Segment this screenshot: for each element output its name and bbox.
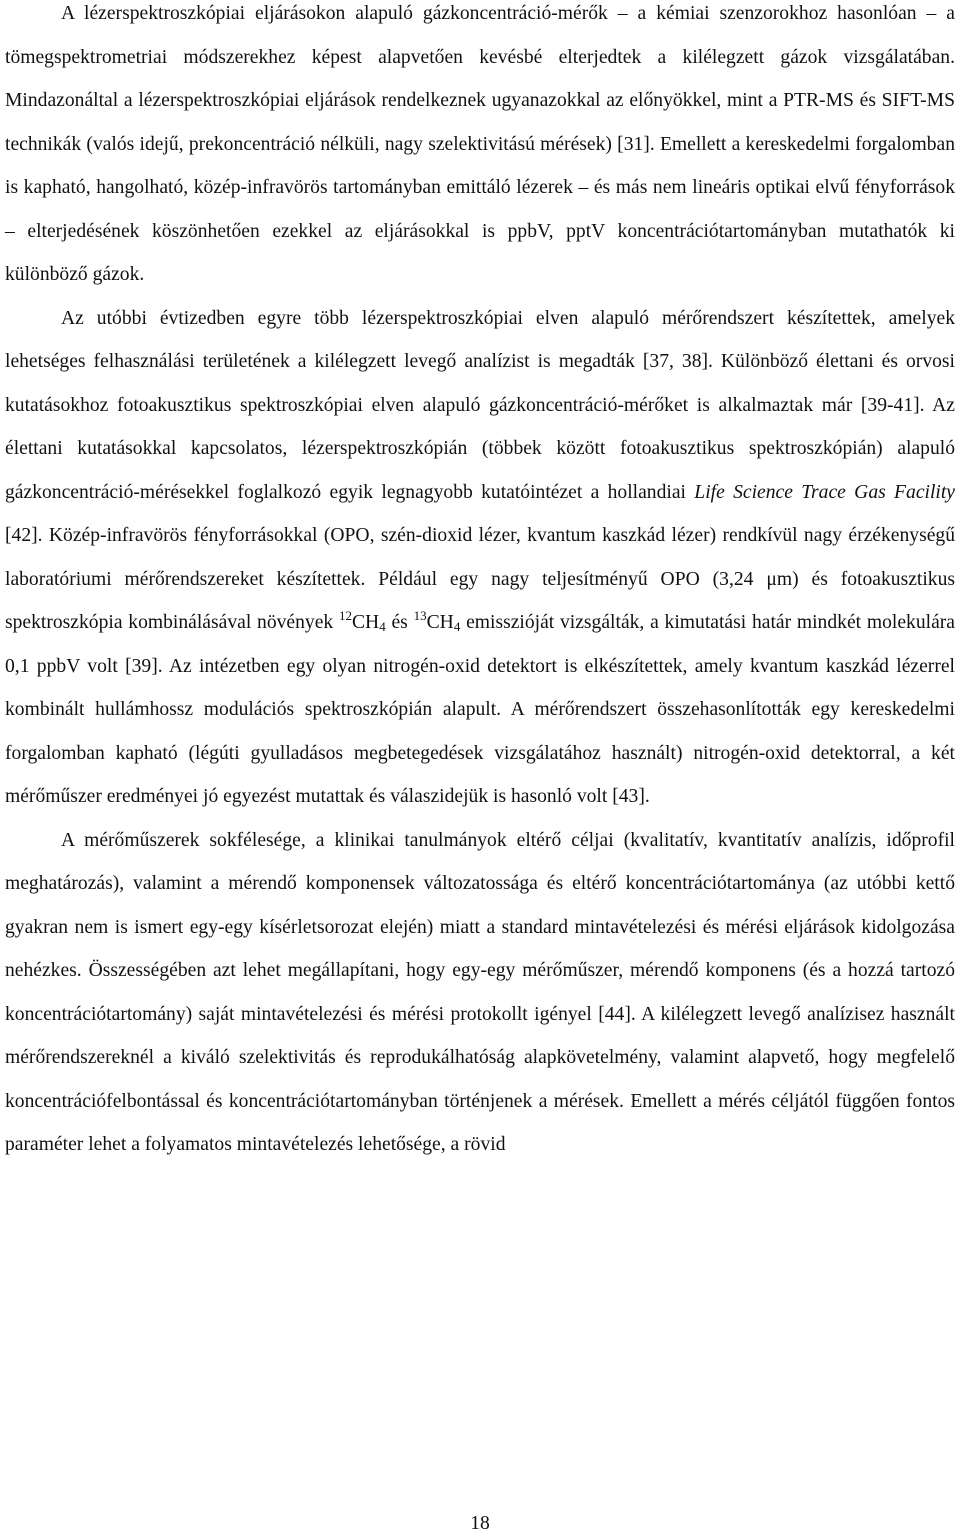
paragraph-3 [5, 819, 955, 1167]
paragraph-2-text-b: [42]. Közép-infravörös fényforrásokkal (OPO, szén-dioxid lézer, kvantum kaszkád lézer) rendkívül nagy érzékenységű laboratóriumi mérőrendszereket készítettek. Például egy nagy teljesítményű OPO (3,24 μm) és fotoakusztikus spektroszkópia kombinálásával növények [5, 525, 955, 633]
methane-formula-2: CH [426, 612, 454, 633]
paragraph-3-text: A mérőműszerek sokfélesége, a klinikai tanulmányok eltérő céljai (kvalitatív, kvantitatív analízis, időprofil meghatározás), valamint a mérendő komponensek változatossága és eltérő koncentrációtartománya (az utóbbi kettő gyakran nem is ismert egy-egy kísérletsorozat elején) miatt a standard mintavételezési és mérési eljárások kidolgozása nehézkes. Összességében azt lehet megállapítani, hogy egy-egy mérőműszer, mérendő komponens (és a hozzá tartozó koncentrációtartomány) saját mintavételezési és mérési protokollt igényel [44]. A kilélegzett levegő analízisez használt mérőrendszereknél a kiváló szelektivitás és reprodukálhatóság alapkövetelmény, valamint alapvető, hogy megfelelő koncentrációfelbontással és koncentrációtartományban történjenek a mérések. Emellett a mérés céljától függően fontos paraméter lehet a folyamatos mintavételezés lehetősége, a rövid [5, 829, 955, 1155]
paragraph-2 [5, 297, 955, 819]
paragraph-2-text-a: Az utóbbi évtizedben egyre több lézerspektroszkópiai elven alapuló mérőrendszert készítettek, amelyek lehetséges felhasználási területének a kilélegzett levegő analízist is megadták [37, 38]. Különböző élettani és orvosi kutatásokhoz fotoakusztikus spektroszkópiai elven alapuló gázkoncentráció-mérőket is alkalmaztak már [39-41]. Az élettani kutatásokkal kapcsolatos, lézerspektroszkópián (többek között fotoakusztikus spektroszkópián) alapuló gázkoncentráció-mérésekkel foglalkozó egyik legnagyobb kutatóintézet a hollandiai [5, 307, 955, 503]
isotope-superscript-13: 13 [413, 608, 427, 623]
methane-formula-1: CH [351, 612, 380, 633]
document-page [5, 0, 955, 1167]
paragraph-1-text: A lézerspektroszkópiai eljárásokon alapuló gázkoncentráció-mérők – a kémiai szenzorokhoz hasonlóan – a tömegspektrometriai módszerekhez képest alapvetően kevésbé elterjedtek a kilélegzett gázok vizsgálatában. Mindazonáltal a lézerspektroszkópiai eljárások rendelkeznek ugyanazokkal az előnyökkel, mint a PTR-MS és SIFT-MS technikák (valós idejű, prekoncentráció nélküli, nagy szelektivitású mérések) [31]. Emellett a kereskedelmi forgalomban is kapható, hangolható, közép-infravörös tartományban emittáló lézerek – és más nem lineáris optikai elvű fényforrások – elterjedésének köszönhetően ezekkel az eljárásokkal is ppbV, pptV koncentrációtartományban mutathatók ki különböző gázok. [5, 3, 955, 285]
paragraph-2-text-d: emisszióját vizsgálták, a kimutatási határ mindkét molekulára 0,1 ppbV volt [39]. Az intézetben egy olyan nitrogén-oxid detektort is elkészítettek, amely kvantum kaszkád lézerrel kombinált hullámhossz modulációs spektroszkópián alapult. A mérőrendszert összehasonlították egy kereskedelmi forgalomban kapható (légúti gyulladásos megbetegedések vizsgálatához használt) nitrogén-oxid detektorral, a két mérőműszer eredményei jó egyezést mutattak és válaszidejük is hasonló volt [43]. [5, 612, 955, 807]
paragraph-1 [5, 0, 955, 297]
methane-subscript-2: 4 [453, 619, 461, 634]
page-number: 18 [470, 1513, 490, 1534]
paragraph-2-text-c: és [385, 612, 414, 633]
facility-name-italic: Life Science Trace Gas Facility [694, 481, 955, 503]
methane-subscript-1: 4 [379, 619, 386, 634]
isotope-superscript-12: 12 [338, 608, 352, 623]
